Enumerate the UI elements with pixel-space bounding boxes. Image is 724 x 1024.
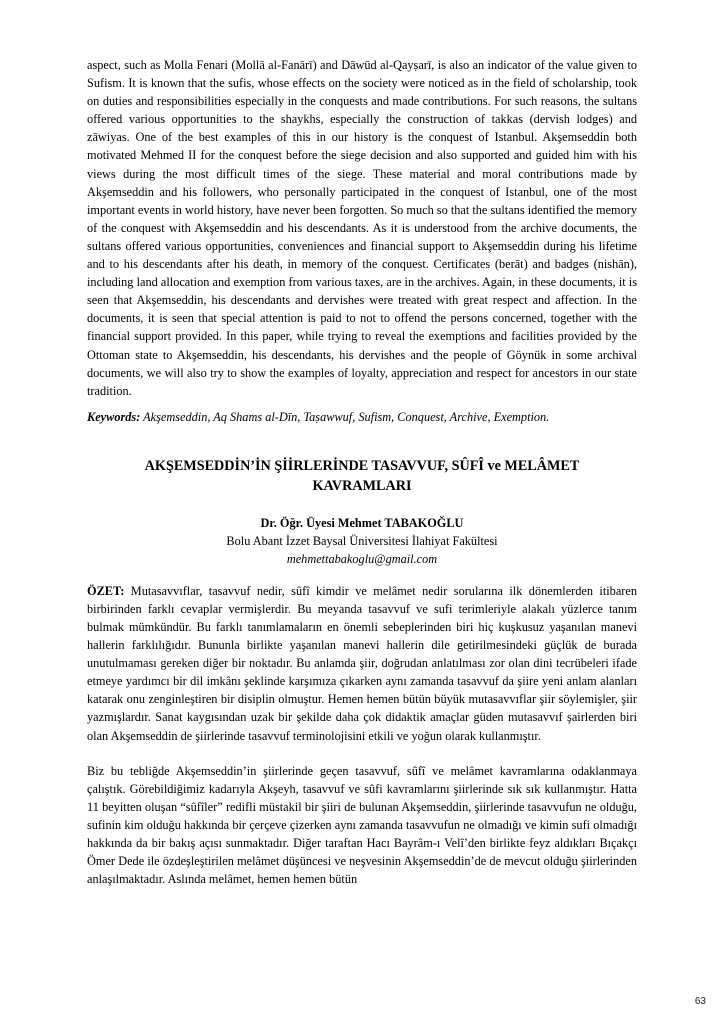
document-page — [87, 56, 637, 888]
ozet-label: ÖZET: — [87, 583, 125, 598]
paper-title-line1: AKŞEMSEDDİN’İN ŞİİRLERİNDE TASAVVUF, SÛFÎ ve MELÂMET — [144, 457, 580, 474]
body-paragraph: Biz bu tebliğde Akşemseddin’in şiirlerinde geçen tasavvuf, sûfî ve melâmet kavramlarına odaklanmaya çalıştık. Görebildiğimiz kadarıyla Akşeyh, tasavvuf ve sûfi kavramlarını şiirlerinde sık sık kullanmıştır. Hatta 11 beyitten oluşan “sûfîler” redifli müstakil bir şiiri de bulunan Akşemseddin, şiirlerinde tasavvufun ne olduğu, sufinin kim olduğu hakkında bir çerçeve çizerken aynı zamanda tasavvufun ne olmadığı ve kimin sufi olmadığı hakkında da bir bakış açısı sunmaktadır. Diğer taraftan Hacı Bayrâm-ı Velî’den birlikte feyz aldıkları Bıçakçı Ömer Dede ile özdeşleştirilen melâmet düşüncesi ve neşvesinin Akşemseddin’de de mevcut olduğu şiirlerinden anlaşılmaktadır. Aslında melâmet, hemen hemen bütün — [87, 763, 637, 887]
paper-title — [87, 456, 637, 496]
author-email: mehmettabakoglu@gmail.com — [286, 551, 438, 566]
ozet-paragraph — [87, 582, 637, 745]
page-number: 63 — [694, 996, 706, 1007]
keywords-label: Keywords: — [87, 409, 141, 424]
ozet-text: Mutasavvıflar, tasavvuf nedir, sûfî kimdir ve melâmet nedir sorularına ilk dönemlerden itibaren birbirinden farklı cevaplar vermişlerdir. Bu meyanda tasavvuf ve sufi terimleriyle alakalı yüzlerce tanım bulmak mümkündür. Bu farklı tanımlamaların en önemli sebeplerinden biri hiç kuşkusuz yaşanılan manevi hallerin farklılığıdır. Bununla birlikte yaşanılan manevi hallerin dile getirilmesindeki güçlük de burada unutulmaması gereken diğer bir noktadır. Bu anlamda şiir, doğrudan anlatılması zor olan dini tecrübeleri ifade etmeye yardımcı bir dil imkânı şeklinde karşımıza çıkarken aynı zamanda tasavvuf da şiire yeni anlam alanları katarak onu zenginleştiren bir disiplin olmuştur. Hemen hemen bütün büyük mutasavvıflar şiir söylemişler, şiir yazmışlardır. Sanat kaygısından uzak bir şekilde daha çok didaktik amaçlar güden mutasavvıf şairlerden biri olan Akşemseddin de şiirlerinde tasavvuf terminolojisini etkili ve yoğun olarak kullanmıştır. — [87, 583, 637, 743]
paper-title-line2: KAVRAMLARI — [312, 477, 412, 494]
keywords-line — [87, 408, 637, 426]
author-affiliation: Bolu Abant İzzet Baysal Üniversitesi İlahiyat Fakültesi — [226, 533, 498, 548]
author-name: Dr. Öğr. Üyesi Mehmet TABAKOĞLU — [260, 515, 464, 530]
english-abstract-paragraph: aspect, such as Molla Fenari (Mollā al-Fanārī) and Dāwūd al-Qayṣarī, is also an indicator of the value given to Sufism. It is known that the sufis, whose effects on the society were noticed as in the field of scholarship, took on duties and responsibilities especially in the conquests and made contributions. For such reasons, the sultans offered various opportunities to the shaykhs, especially the construction of takkas (dervish lodges) and zāwiyas. One of the best examples of this in our history is the conquest of Istanbul. Akşemseddin both motivated Mehmed II for the conquest before the siege decision and also supported and guided him with his views during the most difficult times of the siege. These material and moral contributions made by Akşemseddin and his followers, who personally participated in the conquest of Istanbul, one of the most important events in world history, have never been forgotten. So much so that the sultans identified the memory of the conquest with Akşemseddin and his descendants. As it is understood from the archive documents, the sultans offered various opportunities, conveniences and financial support to Akşemseddin during his lifetime and to his descendants after his death, in memory of the conquest. Certificates (berāt) and badges (nishān), including land allocation and exemption from various taxes, are in the archives. Again, in these documents, it is seen that Akşemseddin, his descendants and dervishes were treated with great respect and affection. In the documents, it is seen that special attention is paid to not to offend the persons concerned, together with the financial support provided. In this paper, while trying to reveal the exemptions and facilities provided by the Ottoman state to Akşemseddin, his descendants, his dervishes and the people of Göynük in some archival documents, we will also try to show the examples of loyalty, appreciation and respect for ancestors in our state tradition. — [87, 58, 637, 398]
keywords-text: Akşemseddin, Aq Shams al-Dīn, Taṣawwuf, Sufism, Conquest, Archive, Exemption. — [140, 409, 550, 424]
